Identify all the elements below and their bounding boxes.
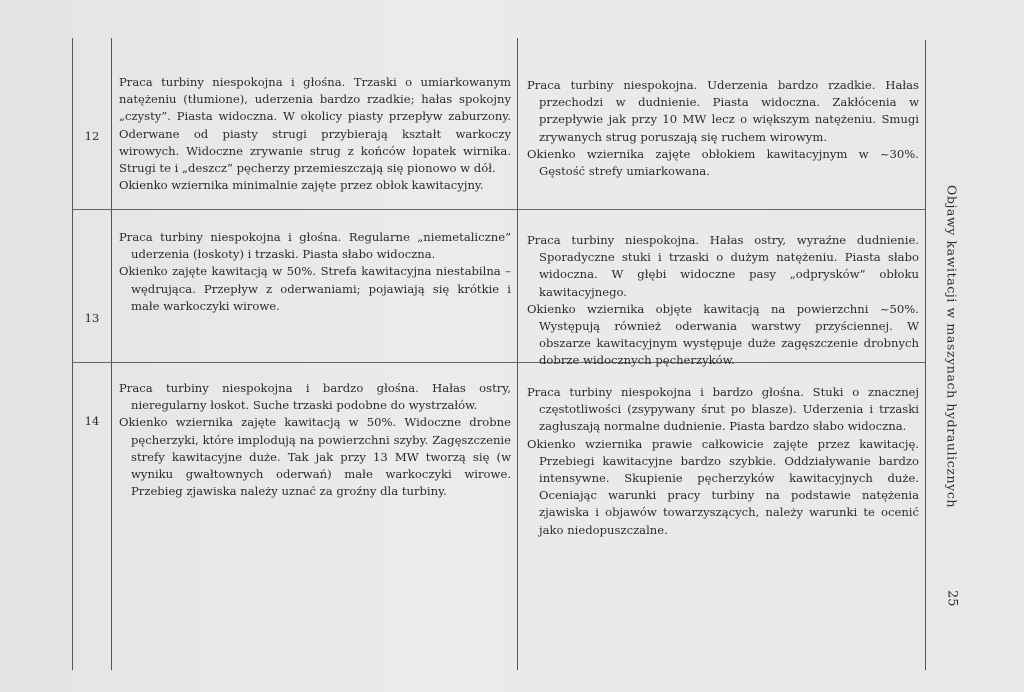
row-12-left-cell: [119, 74, 511, 194]
row-14-right-cell: [527, 384, 919, 539]
row-14-left-paragraph: Okienko wziernika zajęte kawitacją w 50%. Widoczne drobne pęcherzyki, które implodują na powierzchni szyby. Zagęszczenie strefy kawitacyjne duże. Tak jak przy 13 MW tworzą się (w wyniku gwałtownych oderwań) małe warkoczyki wirowe. Przebieg zjawiska należy uznać za groźny dla turbiny.: [119, 415, 511, 499]
row-13-right-paragraph: Praca turbiny niespokojna. Hałas ostry, wyraźne dudnienie. Sporadyczne stuki i trzaski o dużym natężeniu. Piasta słabo widoczna. W głębi widoczne pasy „odprysków” obłoku kawitacyjnego.: [527, 233, 919, 299]
row-number-13: 13: [84, 311, 100, 325]
row-14-left-paragraph: Praca turbiny niespokojna i bardzo głośna. Hałas ostry, nieregularny łoskot. Suche trzaski podobne do wystrzałów.: [119, 381, 511, 413]
row-14-left-cell: [119, 380, 511, 500]
row-divider-1: [72, 209, 925, 210]
row-14-right-paragraph: Okienko wziernika prawie całkowicie zajęte przez kawitację. Przebiegi kawitacyjne bardzo szybkie. Oddziaływanie bardzo intensywne. Skupienie pęcherzyków kawitacyjnych duże. Oceniając warunki pracy turbiny na podstawie natężenia zjawiska i objawów towarzyszących, należy warunki te ocenić jako niedopuszczalne.: [527, 436, 919, 537]
running-title: Objawy kawitacji w maszynach hydraulicznych: [944, 185, 960, 509]
row-13-left-paragraph: Okienko zajęte kawitacją w 50%. Strefa kawitacyjna niestabilna – wędrująca. Przepływ z oderwaniami; pojawiają się krótkie i małe warkoczyki wirowe.: [119, 264, 511, 313]
row-13-left-cell: [119, 229, 511, 315]
side-margin: [922, 185, 982, 645]
row-number-14: 14: [84, 414, 100, 428]
table-border-left: [72, 38, 73, 670]
row-12-right-paragraph: Praca turbiny niespokojna. Uderzenia bardzo rzadkie. Hałas przechodzi w dudnienie. Piasta widoczna. Zakłócenia w przepływie jak przy 10 MW lecz o większym natężeniu. Smugi zrywanych strug poruszają się ruchem wirowym.: [527, 78, 919, 144]
row-14-right-paragraph: Praca turbiny niespokojna i bardzo głośna. Stuki o znacznej częstotliwości (zsypywany śrut po blasze). Uderzenia i trzaski zagłuszają normalne dudnienie. Piasta bardzo słabo widoczna.: [527, 385, 919, 434]
row-12-right-paragraph: Okienko wziernika zajęte obłokiem kawitacyjnym w ~30%. Gęstość strefy umiarkowana.: [527, 146, 919, 179]
row-12-left-paragraph: Praca turbiny niespokojna i głośna. Trzaski o umiarkowanym natężeniu (tłumione), uderzenia bardzo rzadkie; hałas spokojny „czysty”. Piasta widoczna. W okolicy piasty przepływ zaburzony. Oderwane od piasty strugi przybierają kształt warkoczy wirowych. Widoczne zrywanie strug z końców łopatek wirnika. Strugi te i „deszcz” pęcherzy przemieszczają się pionowo w dół.: [119, 75, 511, 176]
row-13-left-paragraph: Praca turbiny niespokojna i głośna. Regularne „niemetaliczne” uderzenia (łoskoty) i trzaski. Piasta słabo widoczna.: [119, 230, 511, 262]
row-13-right-cell: [527, 232, 919, 370]
row-number-12: 12: [84, 129, 100, 143]
table-column-divider-2: [517, 38, 518, 670]
table-column-divider-1: [111, 38, 112, 670]
row-13-right-paragraph: Okienko wziernika objęte kawitacją na powierzchni ~50%. Występują również oderwania warstwy przyściennej. W obszarze kawitacyjnym występuje duże zagęszczenie drobnych dobrze widocznych pęcherzyków.: [527, 301, 919, 368]
row-12-right-cell: [527, 77, 919, 180]
row-12-left-paragraph: Okienko wziernika minimalnie zajęte przez obłok kawitacyjny.: [119, 178, 484, 193]
page-number: 25: [944, 590, 960, 607]
